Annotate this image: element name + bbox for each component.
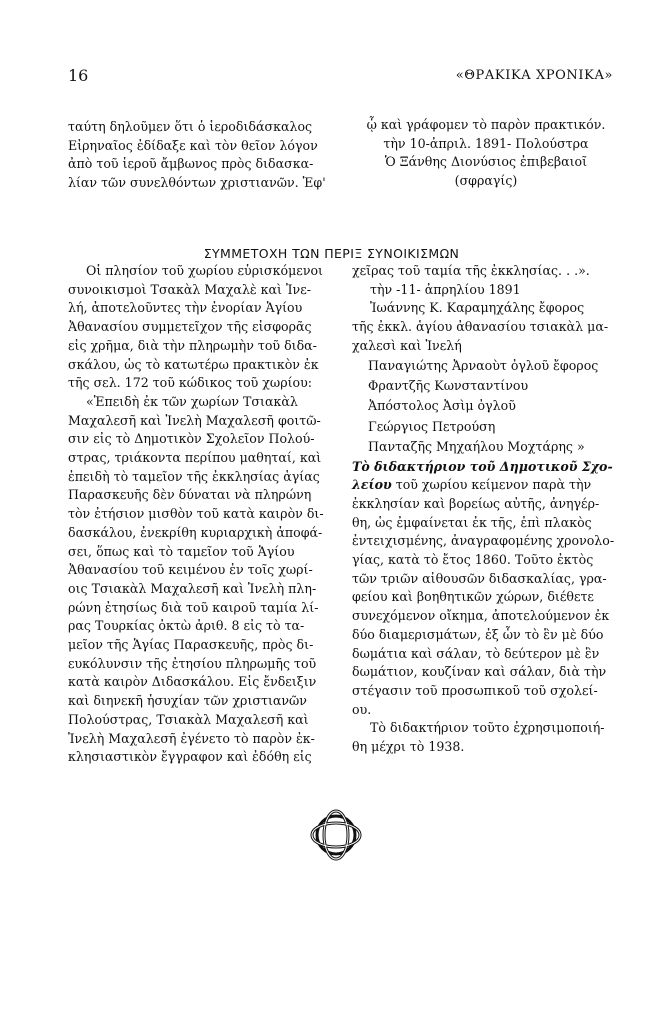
text-line: Μαχαλεσῆ καὶ Ἰνελὴ Μαχαλεσῆ φοιτῶ- [68, 412, 321, 428]
text-line: Ἀθανασίου τοῦ κειμένου ἐν τοῖς χωρί- [68, 562, 313, 578]
text-line: Πολούστρας, Τσιακὰλ Μαχαλεσῆ καὶ [68, 711, 309, 727]
text-line: ἀπὸ τοῦ ἱεροῦ ἄμβωνος πρὸς διδασκα- [68, 156, 314, 172]
text-line: τὴν 10-ἀπριλ. 1891- Πολούστρα [383, 135, 589, 151]
text-line: λή, ἀποτελοῦντες τὴν ἐνορίαν Ἁγίου [68, 300, 303, 316]
text-line: δωμάτιον, κουζίναν καὶ σάλαν, διὰ τὴν [352, 664, 607, 680]
text-line: (σφραγίς) [454, 173, 518, 189]
left-column [68, 262, 336, 767]
text-line: φείου καὶ βοηθητικῶν χώρων, διέθετε [352, 589, 594, 605]
text-line: συνεχόμενον οἴκημα, ἀποτελούμενον ἐκ [352, 608, 610, 624]
text-line: θη, ὡς ἐμφαίνεται ἐκ τῆς, ἐπὶ πλακὸς [352, 514, 592, 530]
top-right-text [352, 116, 620, 191]
text-line: οις Τσιακὰλ Μαχαλεσῆ καὶ Ἰνελὴ πλη- [68, 580, 317, 596]
text-line: στρας, τριάκοντα περίπου μαθηταί, καὶ [68, 450, 322, 466]
text-line: Ἀθανασίου συμμετεῖχον τῆς εἰσφορᾶς [68, 319, 312, 335]
text-line: Ἰωάννης Κ. Καραμηχάλης ἔφορος [370, 300, 585, 316]
text-line: ρας Τουρκίας ὀκτὼ ἀριθ. 8 εἰς τὸ τα- [68, 618, 305, 634]
text-line: στέγασιν τοῦ προσωπικοῦ τοῦ σχολεί- [352, 682, 598, 698]
knot-ornament-icon [306, 806, 366, 864]
text-line: λίαν τῶν συνελθόντων χριστιανῶν. Ἐφ' [68, 175, 326, 191]
top-left-text [68, 118, 336, 193]
text-line: κατὰ καιρὸν Διδασκάλου. Εἰς ἔνδειξιν [68, 674, 317, 690]
text-line: ἐπειδὴ τὸ ταμεῖον τῆς ἐκκλησίας ἁγίας [68, 468, 320, 484]
text-line: δύο διαμερισμάτων, ἐξ ὧν τὸ ἓν μὲ δύο [352, 626, 604, 642]
text-line: ἐκκλησίαν καὶ βορείως αὐτῆς, ἀνηγέρ- [352, 495, 600, 511]
text-line [352, 476, 620, 495]
text-line: σιν εἰς τὸ Δημοτικὸν Σχολεῖον Πολού- [68, 431, 315, 447]
text-line: χαλεσὶ καὶ Ἰνελή [352, 337, 462, 353]
right-column [352, 262, 620, 757]
signature-line: Γεώργιος Πετρούση [368, 418, 496, 434]
text-line: «Ἐπειδὴ ἐκ τῶν χωρίων Τσιακὰλ [86, 393, 298, 409]
text-line: σκάλου, ὡς τὸ κατωτέρω πρακτικὸν ἐκ [68, 356, 319, 372]
text-line: σει, ὅπως καὶ τὸ ταμεῖον τοῦ Ἁγίου [68, 543, 295, 559]
signature-list [352, 356, 620, 458]
text-line: ταύτη δηλοῦμεν ὅτι ὁ ἱεροδιδάσκαλος [68, 119, 313, 134]
page-number: 16 [68, 66, 89, 85]
text-line: Ὁ Ξάνθης Διονύσιος ἐπιβεβαιοῖ [384, 154, 588, 170]
text-line: καὶ διηνεκῆ ἡσυχίαν τῶν χριστιανῶν [68, 693, 307, 709]
text-line: τὴν -11- ἀπρηλίου 1891 [370, 281, 521, 297]
text-line: εἰς χρῆμα, διὰ τὴν πληρωμὴν τοῦ διδα- [68, 337, 317, 353]
running-title: «ΘΡΑΚΙΚΑ ΧΡΟΝΙΚΑ» [455, 68, 613, 83]
section-title: ΣΥΜΜΕΤΟΧΗ ΤΩΝ ΠΕΡΙΞ ΣΥΝΟΙΚΙΣΜΩΝ [203, 246, 460, 261]
text-line: κλησιαστικὸν ἔγγραφον καὶ ἐδόθη εἰς [68, 749, 312, 765]
paragraph-heading-line [352, 458, 620, 477]
text-line: τὸν ἐτήσιον μισθὸν τοῦ κατὰ καιρὸν δι- [68, 506, 324, 522]
text-line: συνοικισμοὶ Τσακὰλ Μαχαλὲ καὶ Ἰνε- [68, 281, 311, 297]
text-line: ου. [352, 701, 372, 717]
text-line: τῆς σελ. 172 τοῦ κώδικος τοῦ χωρίου: [68, 375, 313, 391]
text-line: ευκόλυνσιν τῆς ἐτησίου πληρωμῆς τοῦ [68, 655, 317, 671]
text-line: ᾧ καὶ γράφομεν τὸ παρὸν πρακτικόν. [366, 117, 606, 132]
text-line: τῆς ἐκκλ. ἁγίου ἀθανασίου τσιακὰλ μα- [352, 319, 609, 335]
text-line: Τὸ διδακτήριον τοῦτο ἐχρησιμοποιή- [370, 720, 605, 736]
text-line: γίας, κατὰ τὸ ἔτος 1860. Τοῦτο ἐκτὸς [352, 552, 594, 568]
text-line: Οἱ πλησίον τοῦ χωρίου εὑρισκόμενοι [86, 263, 323, 278]
paragraph-heading: Τὸ διδακτήριον τοῦ Δημοτικοῦ Σχο- [352, 458, 613, 474]
text-line: ἐντειχισμένης, ἀναγραφομένης χρονολο- [352, 533, 615, 549]
text-line: ρώνη ἐτησίως διὰ τοῦ καιροῦ ταμία λί- [68, 599, 319, 615]
signature-line: Φραντζῆς Κωνσταντίνου [368, 377, 529, 393]
text-line: θη μέχρι τὸ 1938. [352, 739, 465, 755]
text-line: χεῖρας τοῦ ταμία τῆς ἐκκλησίας. . .». [352, 263, 590, 278]
text-line: Εἰρηναῖος ἐδίδαξε καὶ τὸν θεῖον λόγον [68, 137, 318, 153]
text-line: τῶν τριῶν αἰθουσῶν διδασκαλίας, γρα- [352, 570, 607, 586]
signature-line: Ἀπόστολος Ἀσὶμ ὀγλοῦ [368, 398, 516, 414]
text-line: Ἰνελὴ Μαχαλεσῆ ἐγένετο τὸ παρὸν ἐκ- [68, 730, 315, 746]
text-line: Παρασκευῆς δὲν δύναται νὰ πληρώνη [68, 487, 312, 503]
text-line: μεῖον τῆς Ἁγίας Παρασκευῆς, πρὸς δι- [68, 637, 314, 653]
text-fragment: τοῦ χωρίου κείμενον παρὰ τὴν [391, 477, 592, 493]
text-line: δωμάτια καὶ σάλαν, τὸ δεύτερον μὲ ἓν [352, 645, 600, 661]
signature-line: Πανταζῆς Μηχαήλου Μοχτάρης » [368, 439, 585, 455]
paragraph-heading-cont: λείου [352, 477, 392, 493]
text-line: δασκάλου, ἐνεκρίθη κυριαρχικὴ ἀποφά- [68, 524, 323, 540]
signature-line: Παναγιώτης Ἀρναοὺτ ὀγλοῦ ἔφορος [368, 357, 599, 373]
